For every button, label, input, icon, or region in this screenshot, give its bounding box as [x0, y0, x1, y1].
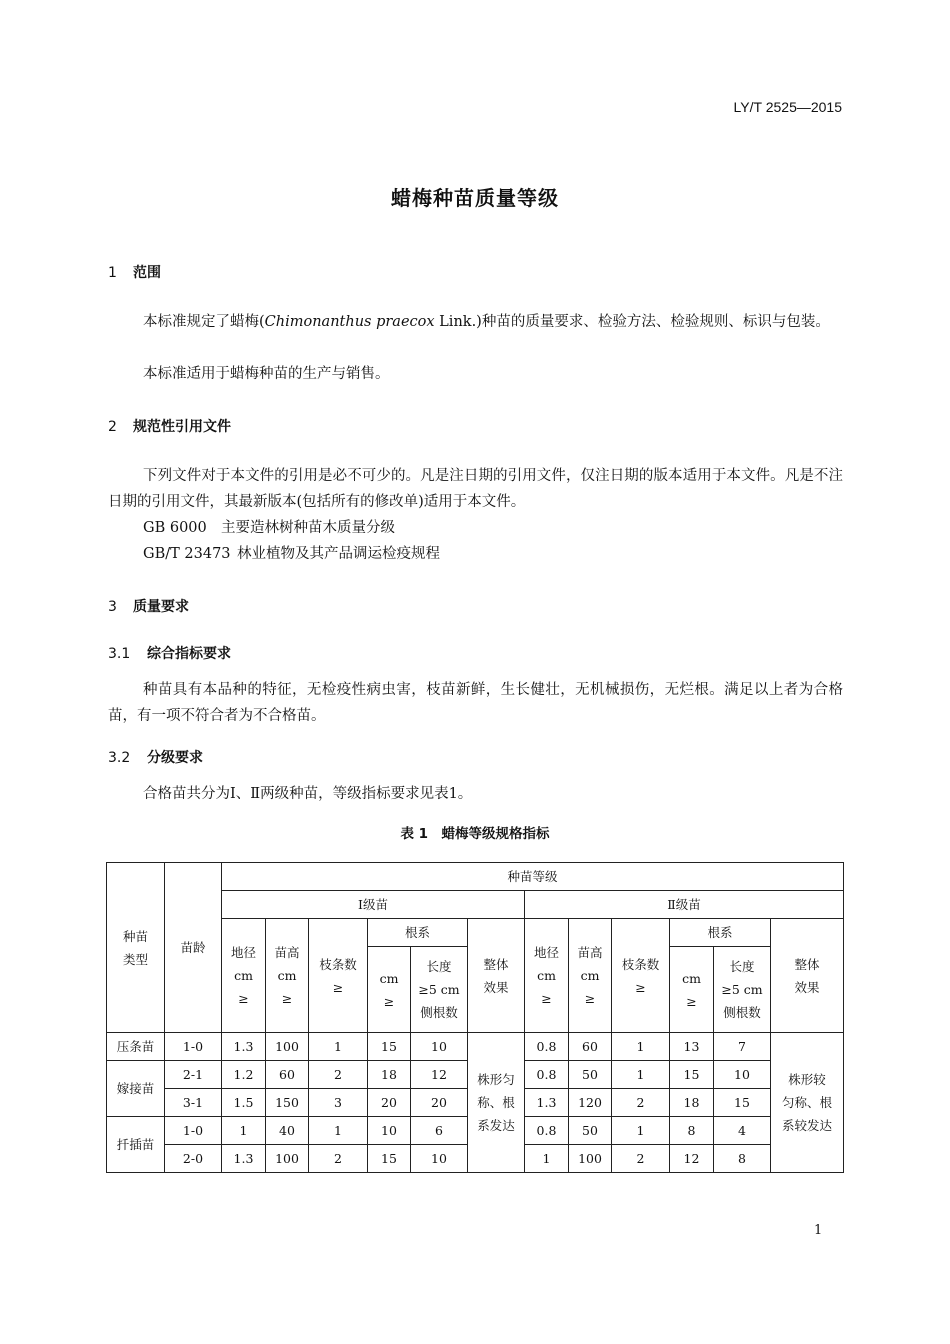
header-line: 效果 [794, 979, 820, 995]
header-line: ≥ [686, 993, 697, 1009]
document-title: 蜡梅种苗质量等级 [391, 186, 559, 210]
section-number: 2 [108, 419, 117, 435]
header-line: cm [379, 970, 399, 986]
data-cell: 18 [670, 1089, 714, 1117]
data-cell: 1 [309, 1117, 368, 1145]
header-line: 整体 [794, 956, 820, 972]
header-line: 苗高 [577, 945, 603, 960]
data-cell: 20 [411, 1089, 468, 1117]
age-cell: 1-0 [165, 1117, 222, 1145]
section-3-1-heading [108, 643, 231, 663]
header-root-length [411, 947, 468, 1033]
data-cell: 12 [411, 1061, 468, 1089]
reference-title: 主要造林树种苗木质量分级 [221, 520, 395, 536]
data-cell: 1.3 [222, 1145, 266, 1173]
header-line: ≥ [238, 991, 249, 1006]
data-cell: 1 [525, 1145, 569, 1173]
data-cell: 1.2 [222, 1061, 266, 1089]
data-cell: 40 [266, 1117, 309, 1145]
header-line: 地径 [533, 945, 559, 960]
section-title: 规范性引用文件 [133, 419, 231, 435]
age-cell: 3-1 [165, 1089, 222, 1117]
table-caption: 表 1 蜡梅等级规格指标 [400, 826, 550, 842]
header-line: 枝条数 [319, 956, 357, 972]
section-number: 3 [108, 599, 117, 615]
table-row [107, 1033, 844, 1061]
data-cell: 1.3 [525, 1089, 569, 1117]
header-seedling-type [107, 863, 165, 1033]
data-cell: 50 [569, 1061, 612, 1089]
data-cell: 150 [266, 1089, 309, 1117]
header-line: ≥ [584, 991, 596, 1006]
data-cell: 4 [714, 1117, 771, 1145]
header-line: 地径 [230, 945, 256, 960]
data-cell: 60 [266, 1061, 309, 1089]
data-cell: 20 [368, 1089, 411, 1117]
header-root-cm [368, 947, 411, 1033]
reference-item [143, 541, 440, 567]
cell-line: 系发达 [477, 1118, 515, 1133]
header-line: 枝条数 [621, 956, 660, 972]
data-cell: 6 [411, 1117, 468, 1145]
header-branches [612, 919, 670, 1033]
data-cell: 120 [569, 1089, 612, 1117]
text-run: Link.)种苗的质量要求、检验方法、检验规则、标识与包装。 [434, 314, 830, 330]
header-line: cm [537, 968, 556, 983]
section-title: 综合指标要求 [147, 646, 231, 662]
header-branches [309, 919, 368, 1033]
section-3-2-heading [108, 747, 203, 767]
data-cell: 10 [368, 1117, 411, 1145]
cell-line: 称、根 [477, 1095, 515, 1110]
header-line: 侧根数 [420, 1005, 458, 1020]
age-cell: 2-1 [165, 1061, 222, 1089]
data-cell: 15 [368, 1033, 411, 1061]
data-cell: 7 [714, 1033, 771, 1061]
overall-effect-grade-2 [771, 1033, 844, 1173]
header-line: 长度 [729, 959, 755, 974]
header-line: ≥ [281, 991, 293, 1006]
header-root-cm [670, 947, 714, 1033]
header-line: 苗高 [274, 945, 300, 960]
data-cell: 1.5 [222, 1089, 266, 1117]
cell-line: 匀称、根 [782, 1095, 833, 1110]
header-line: ≥ [332, 979, 344, 995]
reference-code: GB 6000 [143, 520, 207, 536]
data-cell: 10 [411, 1145, 468, 1173]
header-root-system: 根系 [670, 919, 771, 947]
data-cell: 1.3 [222, 1033, 266, 1061]
data-cell: 18 [368, 1061, 411, 1089]
header-overall-effect [771, 919, 844, 1033]
data-cell: 3 [309, 1089, 368, 1117]
header-line: cm [234, 968, 253, 983]
header-grade-2: Ⅱ级苗 [525, 891, 844, 919]
age-cell: 1-0 [165, 1033, 222, 1061]
grade-table [106, 862, 844, 1173]
data-cell: 50 [569, 1117, 612, 1145]
header-ground-diameter [525, 919, 569, 1033]
reference-code: GB/T 23473 [143, 546, 231, 562]
seedling-type-cell: 嫁接苗 [107, 1061, 165, 1117]
header-line: ≥5 cm [721, 982, 763, 997]
data-cell: 8 [714, 1145, 771, 1173]
section-title: 质量要求 [133, 599, 189, 615]
section-number: 1 [108, 265, 117, 281]
cell-line: 系较发达 [782, 1118, 833, 1133]
data-cell: 10 [411, 1033, 468, 1061]
age-cell: 2-0 [165, 1145, 222, 1173]
data-cell: 2 [612, 1089, 670, 1117]
data-cell: 1 [612, 1033, 670, 1061]
header-line: ≥ [383, 993, 395, 1009]
section-title: 范围 [133, 265, 161, 281]
reference-item [143, 515, 395, 541]
section-3-heading [108, 596, 189, 616]
data-cell: 15 [670, 1061, 714, 1089]
header-seedling-grade: 种苗等级 [222, 863, 844, 891]
header-line: ≥ [541, 991, 552, 1006]
data-cell: 2 [309, 1145, 368, 1173]
data-cell: 15 [368, 1145, 411, 1173]
header-ground-diameter [222, 919, 266, 1033]
section-2-heading [108, 416, 231, 436]
reference-title: 林业植物及其产品调运检疫规程 [237, 546, 440, 562]
cell-line: 株形较 [788, 1072, 826, 1087]
header-age: 苗龄 [165, 863, 222, 1033]
section-1-paragraph-2: 本标准适用于蜡梅种苗的生产与销售。 [143, 366, 390, 382]
data-cell: 13 [670, 1033, 714, 1061]
header-line: cm [682, 970, 701, 986]
data-cell: 1 [309, 1033, 368, 1061]
data-cell: 0.8 [525, 1061, 569, 1089]
section-number: 3.1 [108, 646, 131, 662]
data-cell: 60 [569, 1033, 612, 1061]
page-number: 1 [814, 1223, 823, 1238]
header-line: cm [277, 968, 297, 983]
section-title: 分级要求 [147, 750, 203, 766]
data-cell: 2 [309, 1061, 368, 1089]
header-line: 侧根数 [723, 1005, 761, 1020]
header-root-length [714, 947, 771, 1033]
data-cell: 2 [612, 1145, 670, 1173]
section-1-paragraph-1 [108, 309, 843, 335]
section-3-2-paragraph: 合格苗共分为Ⅰ、Ⅱ两级种苗，等级指标要求见表1。 [143, 786, 473, 802]
data-cell: 12 [670, 1145, 714, 1173]
header-line: 效果 [483, 979, 509, 995]
header-height [569, 919, 612, 1033]
header-grade-1: Ⅰ级苗 [222, 891, 525, 919]
data-cell: 15 [714, 1089, 771, 1117]
data-cell: 100 [569, 1145, 612, 1173]
section-2-paragraph-1: 下列文件对于本文件的引用是必不可少的。凡是注日期的引用文件，仅注日期的版本适用于本文件。凡是不注日期的引用文件，其最新版本(包括所有的修改单)适用于本文件。 [108, 468, 843, 510]
section-3-1-paragraph: 种苗具有本品种的特征，无检疫性病虫害，枝苗新鲜，生长健壮，无机械损伤，无烂根。满足以上者为合格苗，有一项不符合者为不合格苗。 [108, 682, 843, 724]
header-root-system: 根系 [368, 919, 468, 947]
section-number: 3.2 [108, 750, 131, 766]
cell-line: 株形匀 [477, 1072, 515, 1087]
overall-effect-grade-1 [468, 1033, 525, 1173]
seedling-type-cell: 压条苗 [107, 1033, 165, 1061]
header-line: 长度 [426, 959, 452, 974]
header-line: ≥ [635, 979, 646, 995]
header-height [266, 919, 309, 1033]
section-1-heading [108, 262, 161, 282]
data-cell: 100 [266, 1145, 309, 1173]
header-line: ≥5 cm [418, 982, 460, 997]
data-cell: 1 [222, 1117, 266, 1145]
data-cell: 0.8 [525, 1033, 569, 1061]
data-cell: 1 [612, 1117, 670, 1145]
data-cell: 1 [612, 1061, 670, 1089]
data-cell: 100 [266, 1033, 309, 1061]
standard-number: LY/T 2525—2015 [733, 99, 842, 115]
latin-name: Chimonanthus praecox [264, 314, 435, 330]
header-overall-effect [468, 919, 525, 1033]
header-text: 种苗类型 [122, 928, 148, 967]
text-run: 本标准规定了蜡梅( [143, 314, 265, 330]
header-line: 整体 [483, 956, 509, 972]
data-cell: 0.8 [525, 1117, 569, 1145]
data-cell: 8 [670, 1117, 714, 1145]
header-line: cm [580, 968, 600, 983]
data-cell: 10 [714, 1061, 771, 1089]
seedling-type-cell: 扦插苗 [107, 1117, 165, 1173]
